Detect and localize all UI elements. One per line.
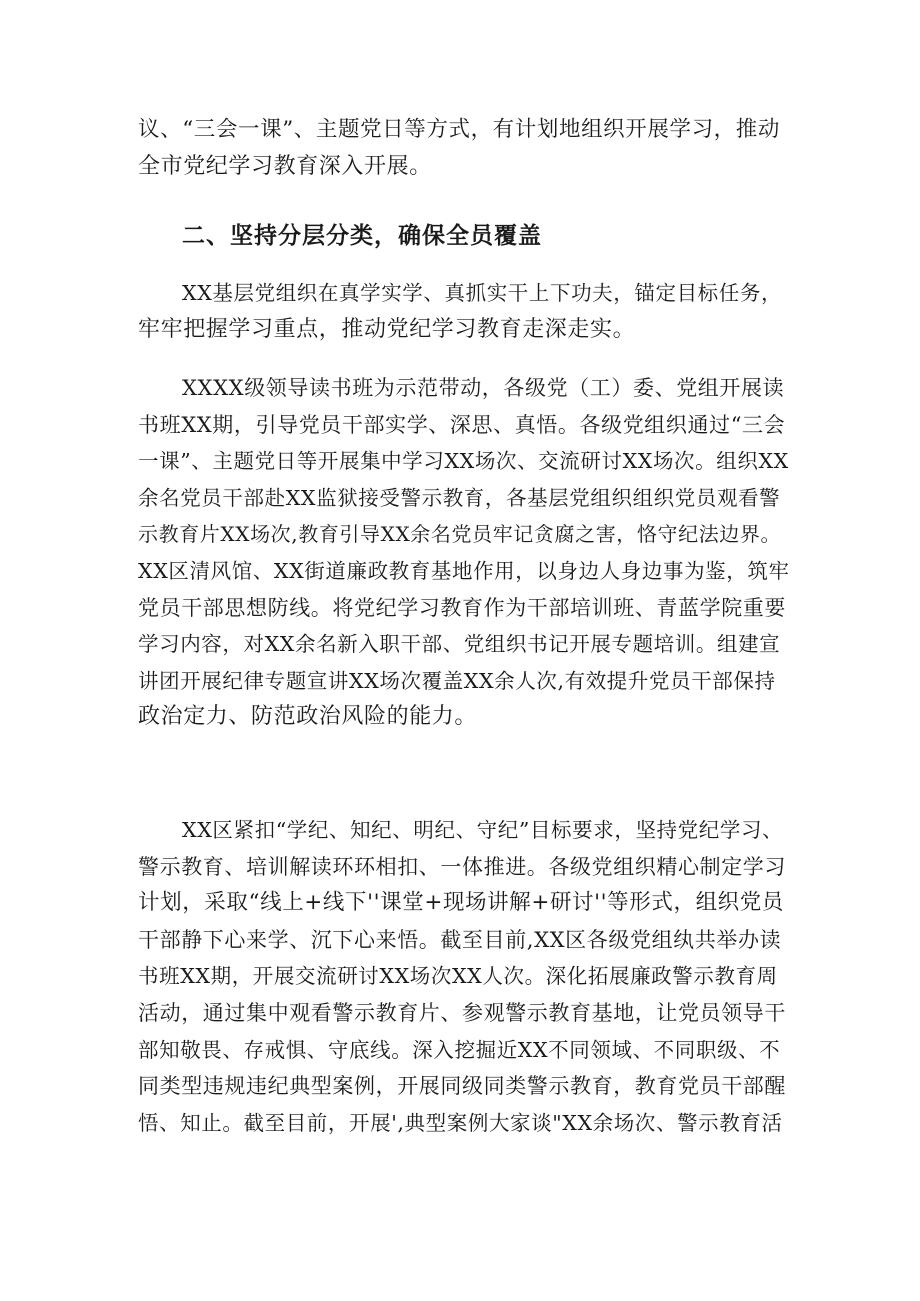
- section-heading: 二、坚持分层分类，确保全员覆盖: [182, 223, 542, 249]
- body-paragraph-1: [138, 275, 790, 348]
- text-line: 悟、知止。截至目前，开展',典型案例大家谈"XX余场次、警示教育活: [138, 1110, 783, 1135]
- text-line: XX基层党组织在真学实学、真抓实干上下功夫，锚定目标任务，: [182, 281, 783, 305]
- text-line: 部知敬畏、存戒惧、守底线。深入挖掘近XX不同领域、不同职级、不: [138, 1037, 781, 1062]
- text-line: 书班XX期，开展交流研讨XX场次XX人次。深化拓展廉政警示教育周: [138, 964, 778, 989]
- text-line: 警示教育、培训解读环环相扣、一体推进。各级党组织精心制定学习: [138, 854, 786, 879]
- text-line: XX区紧扣“学纪、知纪、明纪、守纪”目标要求，坚持党纪学习、: [182, 818, 784, 842]
- text-line: 党员干部思想防线。将党纪学习教育作为干部培训班、青蓝学院重要: [138, 595, 786, 620]
- text-line: 学习内容，对XX余名新入职干部、党组织书记开展专题培训。组建宣: [138, 632, 781, 657]
- text-line: 示教育片XX场次,教育引导XX余名党员牢记贪腐之害，恪守纪法边界。: [138, 522, 782, 547]
- text-line: 政治定力、防范政治风险的能力。: [138, 704, 478, 730]
- continuation-paragraph: [138, 112, 790, 185]
- text-line: XXXX级领导读书班为示范带动，各级党（工）委、党组开展读: [182, 376, 785, 400]
- text-line: 议、“三会一课”、主题党日等方式，有计划地组织开展学习，推动: [138, 117, 780, 142]
- text-line: XX区清风馆、XX街道廉政教育基地作用，以身边人身边事为鉴，筑牢: [138, 558, 790, 583]
- body-paragraph-2: [138, 370, 790, 736]
- text-line: 余名党员干部赴XX监狱接受警示教育，各基层党组织组织党员观看警: [138, 485, 781, 510]
- text-line: 计划，采取“线上+线下''课堂+现场讲解+研讨''等形式，组织党员: [138, 890, 784, 916]
- text-line: 全市党纪学习教育深入开展。: [138, 153, 432, 179]
- body-paragraph-3: [138, 812, 790, 1141]
- text-line: 牢牢把握学习重点，推动党纪学习教育走深走实。: [138, 316, 636, 342]
- text-line: 活动，通过集中观看警示教育片、参观警示教育基地，让党员领导干: [138, 1000, 786, 1025]
- text-line: 同类型违规违纪典型案例，开展同级同类警示教育，教育党员干部醒: [138, 1074, 786, 1099]
- text-line: 书班XX期，引导党员干部实学、深思、真悟。各级党组织通过“三会: [138, 412, 786, 437]
- text-line: 一课”、主题党日等开展集中学习XX场次、交流研讨XX场次。组织XX: [138, 449, 789, 474]
- text-line: 讲团开展纪律专题宣讲XX场次覆盖XX余人次,有效提升党员干部保持: [138, 668, 776, 693]
- text-line: 干部静下心来学、沉下心来悟。截至目前,XX区各级党组纨共举办读: [138, 927, 782, 952]
